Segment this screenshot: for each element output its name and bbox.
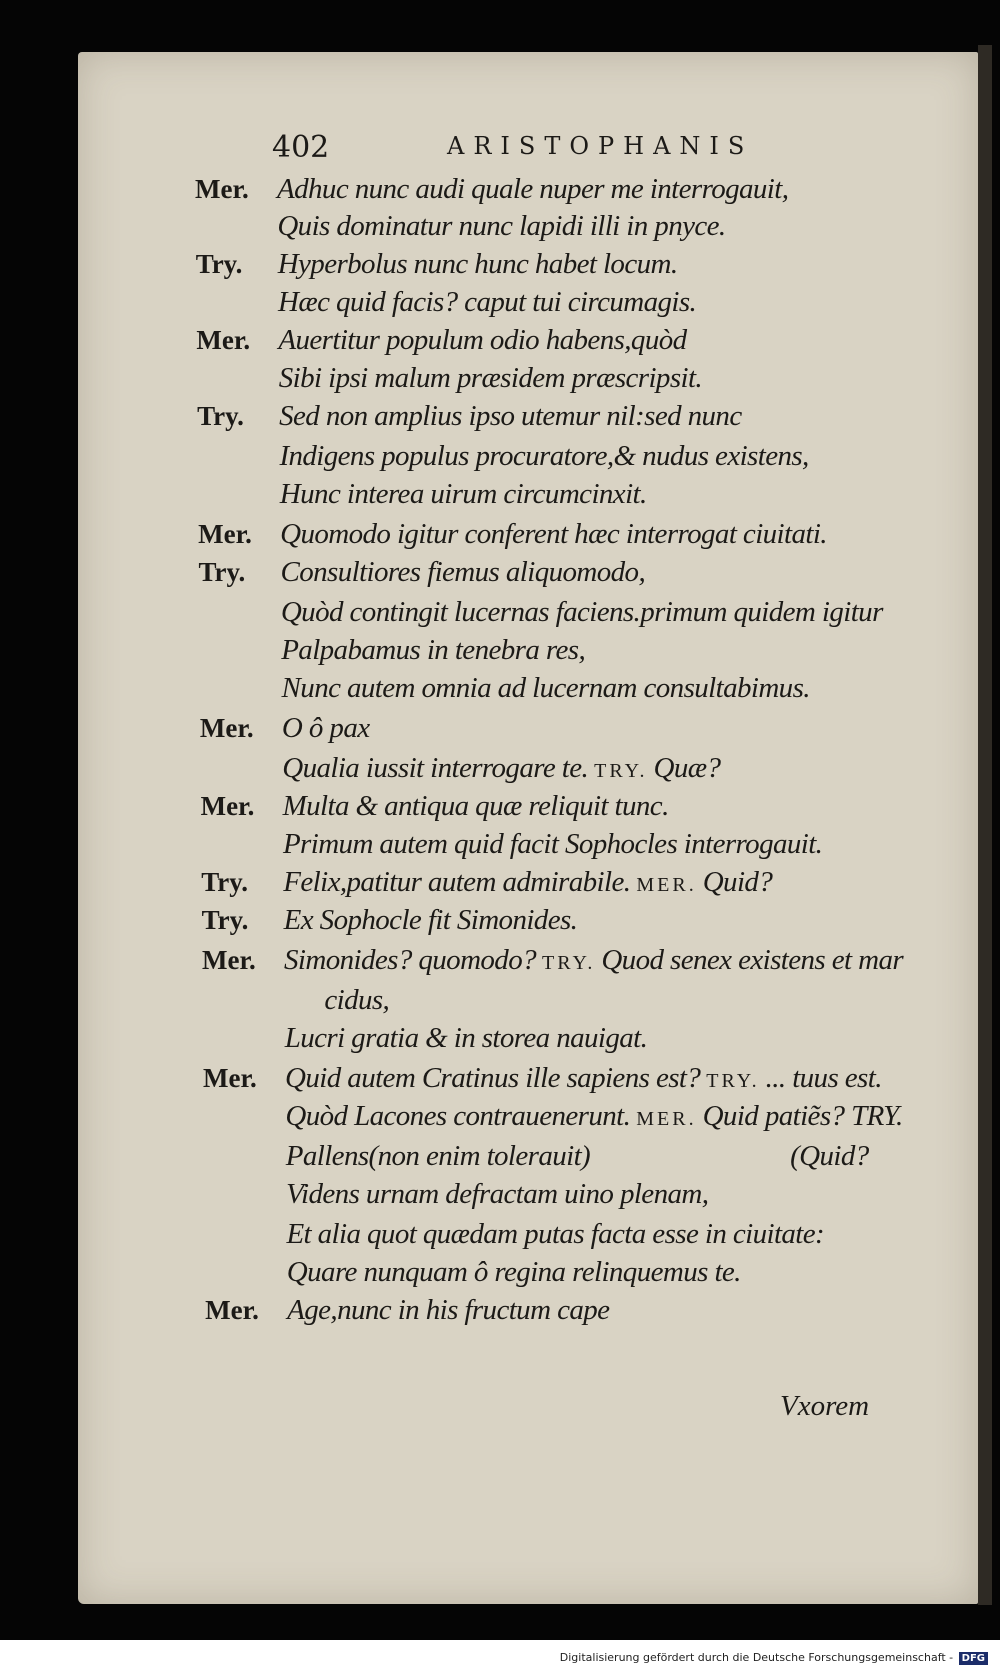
verse-text: Age,nunc in his fructum cape <box>287 1294 610 1326</box>
text-line <box>203 1062 983 1102</box>
speaker-tag: TRY. <box>542 952 596 974</box>
text-line <box>197 362 977 402</box>
speaker-label: Mer. <box>196 325 251 355</box>
verse-text: Pallens(non enim tolerauit) <box>285 1140 591 1172</box>
page-header <box>272 130 812 170</box>
verse-text: Quòd Lacones contrauenerunt. <box>285 1100 631 1132</box>
running-head: ARISTOPHANIS <box>447 132 754 160</box>
text-line <box>196 286 976 326</box>
text-line <box>195 173 975 213</box>
verse-text: Sibi ipsi malum præsidem præscripsit. <box>278 362 703 394</box>
speaker-label: Mer. <box>202 945 256 975</box>
text-line <box>200 712 980 752</box>
speaker-label: Try. <box>201 905 249 935</box>
text-line <box>195 210 975 250</box>
text-line <box>200 672 980 712</box>
verse-text: Multa & antiqua quæ reliquit tunc. <box>282 790 669 822</box>
catchword: Vxorem <box>780 1390 870 1422</box>
verse-text: Quis dominatur nunc lapidi illi in pnyce. <box>277 210 726 242</box>
speaker-tag: MER. <box>636 1108 697 1130</box>
verse-text: Sed non amplius ipso utemur nil:sed nunc <box>279 400 742 432</box>
speaker-tag: TRY. <box>706 1070 760 1092</box>
speaker-label: Mer. <box>203 1063 257 1093</box>
text-line <box>203 1100 983 1140</box>
verse-text: Lucri gratia & in storea nauigat. <box>284 1022 648 1054</box>
verse-text: Quomodo igitur conferent hæc interrogat ciuitati. <box>280 518 827 550</box>
speaker-label: Try. <box>201 867 249 897</box>
text-line <box>197 400 977 440</box>
text-line <box>201 790 981 830</box>
verse-text: Felix,patitur autem admirabile. <box>283 866 631 898</box>
speaker-label: Mer. <box>195 174 249 204</box>
verse-text: Hyperbolus nunc hunc habet locum. <box>277 248 678 280</box>
text-line <box>199 556 979 596</box>
verse-text-after: Quid? <box>702 866 773 898</box>
text-line <box>196 248 976 288</box>
verse-text: Indigens populus procuratore,& nudus existens, <box>279 440 809 472</box>
text-line <box>198 518 978 558</box>
verse-text: Quòd contingit lucernas faciens.primum quidem igitur <box>280 596 883 628</box>
verse-text: Quare nunquam ô regina relinquemus te. <box>286 1256 741 1288</box>
speaker-label: Try. <box>198 557 246 587</box>
verse-text: Consultiores fiemus aliquomodo, <box>280 556 646 588</box>
text-line <box>198 478 978 518</box>
text-line <box>201 828 981 868</box>
text-line <box>197 440 977 480</box>
text-line <box>199 634 979 674</box>
text-line <box>204 1178 984 1218</box>
speaker-tag: MER. <box>636 874 697 896</box>
verse-text: Et alia quot quædam putas facta esse in ciuitate: <box>286 1218 825 1250</box>
text-line <box>202 984 982 1024</box>
footer-text: Digitalisierung gefördert durch die Deutsche Forschungsgemeinschaft - <box>559 1651 954 1664</box>
text-line <box>204 1140 984 1180</box>
verse-text: Auertitur populum odio habens,quòd <box>278 324 687 356</box>
text-line <box>196 324 976 364</box>
speaker-label: Mer. <box>198 519 252 549</box>
footer-credit <box>560 1651 988 1665</box>
speaker-label: Try. <box>197 401 244 431</box>
verse-text: Quid autem Cratinus ille sapiens est? <box>285 1062 701 1094</box>
verse-text: Nunc autem omnia ad lucernam consultabimus. <box>281 672 810 704</box>
text-line <box>199 596 979 636</box>
verse-text: Videns urnam defractam uino plenam, <box>286 1178 709 1210</box>
speaker-label: Mer. <box>205 1295 259 1325</box>
text-line <box>200 752 980 792</box>
verse-text-after: ... tuus est. <box>765 1062 882 1094</box>
text-line <box>202 944 982 984</box>
text-line <box>203 1022 983 1062</box>
verse-text: Primum autem quid facit Sophocles interrogauit. <box>282 828 823 860</box>
verse-text: Hunc interea uirum circumcinxit. <box>279 478 647 510</box>
verse-text: O ô pax <box>281 712 370 744</box>
verse-text-after: Quid patiẽs? TRY. <box>702 1100 903 1132</box>
speaker-label: Mer. <box>199 713 254 743</box>
verse-text: Hæc quid facis? caput tui circumagis. <box>278 286 697 318</box>
verse-text: Ex Sophocle fit Simonides. <box>283 904 578 936</box>
dfg-logo: DFG <box>959 1652 988 1665</box>
verse-text: Adhuc nunc audi quale nuper me interrogauit, <box>277 173 789 205</box>
text-line <box>205 1294 985 1334</box>
verse-text-right: (Quid? <box>790 1140 869 1172</box>
text-line <box>201 866 981 906</box>
speaker-label: Try. <box>195 249 243 279</box>
verse-text: Simonides? quomodo? <box>284 944 537 976</box>
verse-text-after: Quod senex existens et mar <box>601 944 904 976</box>
text-line <box>205 1256 985 1296</box>
verse-text: Palpabamus in tenebra res, <box>281 634 586 666</box>
speaker-tag: TRY. <box>594 760 648 782</box>
text-line <box>202 904 982 944</box>
verse-text-after: Quæ? <box>653 752 721 784</box>
verse-text: Qualia iussit interrogare te. <box>282 752 589 784</box>
text-line <box>204 1218 984 1258</box>
speaker-label: Mer. <box>200 791 255 821</box>
page-number: 402 <box>272 130 330 165</box>
verse-text: cidus, <box>324 984 390 1016</box>
